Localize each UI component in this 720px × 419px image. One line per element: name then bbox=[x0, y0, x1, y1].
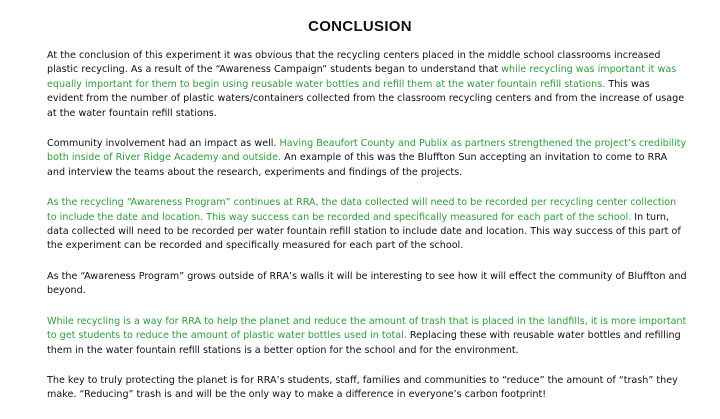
paragraph-text: Community involvement had an impact as well. bbox=[47, 138, 280, 150]
paragraph-text: An example of this was the Bluffton Sun accepting an invitation to come to RRA and interview the teams about the research, experiments and findings of the projects. bbox=[47, 152, 668, 178]
slide-title: CONCLUSION bbox=[308, 18, 412, 35]
paragraph-text: As the “Awareness Program” grows outside of RRA’s walls it will be interesting to see how it will effect the community of Bluffton and beyond. bbox=[47, 270, 687, 297]
paragraph-text: The key to truly protecting the planet is for RRA’s students, staff, families and communities to “reduce” the amount of “trash” they make. “Reducing” trash is and will be the only way to make a difference in everyone’s carbon footprint! bbox=[47, 374, 678, 401]
paragraph-text: Replacing these with reusable water bottles and refilling them in the water fountain refill stations is a better option for the school and for the environment. bbox=[47, 330, 681, 356]
paragraph-awareness-growth bbox=[47, 270, 687, 299]
paragraph-reduce-trash bbox=[47, 374, 687, 403]
paragraph-reusable-bottles bbox=[47, 315, 687, 358]
paragraph-data-collection bbox=[47, 196, 687, 254]
paragraph-text: At the conclusion of this experiment it was obvious that the recycling centers placed in the middle school classrooms increased plastic recycling. As a result of the “Awareness Campaign” students began to understand that bbox=[47, 50, 661, 76]
highlight-text: While recycling is a way for RRA to help the planet and reduce the amount of trash that is placed in the landfills, it is more important to get students to reduce the amount of plastic water bottles used in total. bbox=[47, 315, 687, 342]
highlight-text: Having Beaufort County and Publix as partners strengthened the project’s credibility both inside of River Ridge Academy and outside. bbox=[47, 138, 687, 164]
paragraph-text: This was evident from the number of plastic waters/containers collected from the classroom recycling centers and from the increase of usage at the water fountain refill stations. bbox=[47, 78, 685, 119]
highlight-text: As the recycling “Awareness Program” continues at RRA, the data collected will need to be recorded per recycling center collection to include the date and location. This way success can be recorded and specifically measured for each part of the school. bbox=[47, 197, 677, 223]
slide-body bbox=[47, 49, 687, 419]
paragraph-conclusion bbox=[47, 49, 687, 121]
paragraph-community bbox=[47, 137, 687, 180]
highlight-text: while recycling was important it was equally important for them to begin using reusable water bottles and refill them at the water fountain refill stations. bbox=[47, 64, 677, 90]
paragraph-text: In turn, data collected will need to be recorded per water fountain refill station to include date and location. This way success of this part of the experiment can be recorded and specifically measured for each part of the school. bbox=[47, 211, 681, 252]
